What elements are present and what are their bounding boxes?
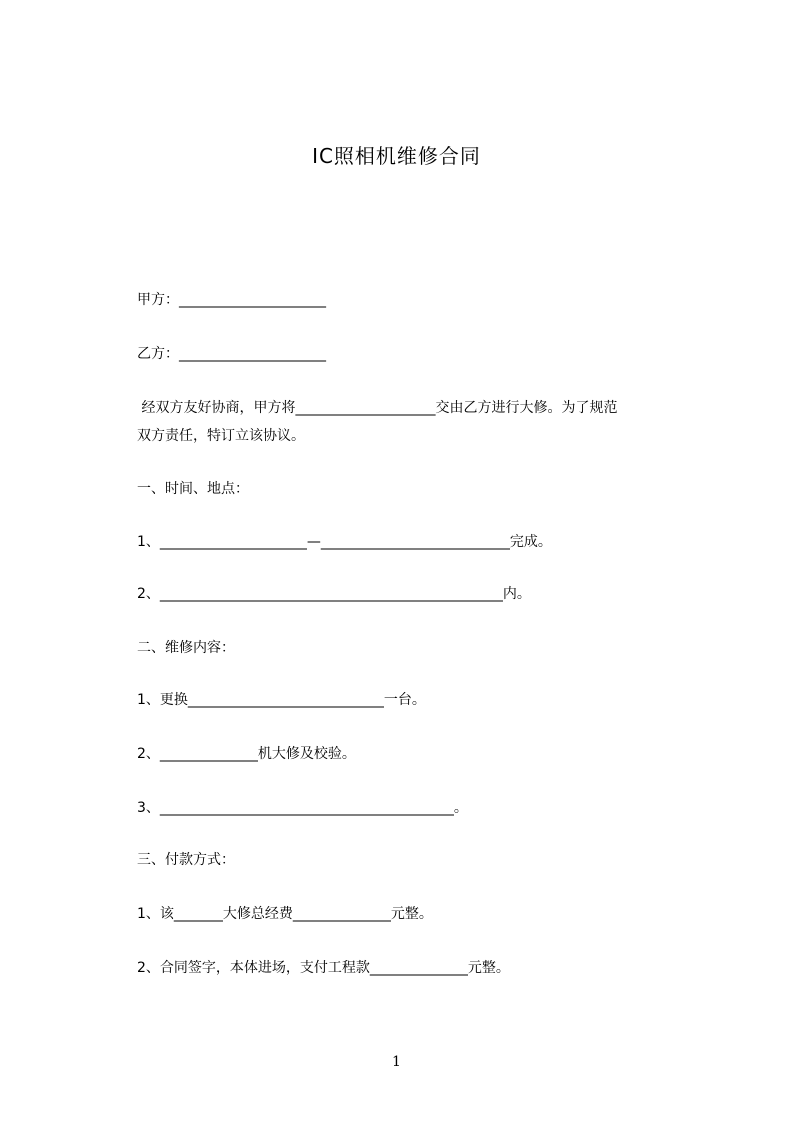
intro-line-2: 双方责任，特订立该协议。: [137, 428, 305, 444]
party-b-line: 乙方：_____________________: [137, 346, 326, 362]
section-2-item-2: 2、______________机大修及校验。: [137, 746, 356, 762]
section-2-item-3: 3、__________________________________________。: [137, 800, 468, 816]
section-3-item-1: 1、该_______大修总经费______________元整。: [137, 906, 433, 922]
intro-paragraph: [137, 394, 707, 450]
party-a-line: 甲方：_____________________: [137, 292, 326, 308]
section-2-heading: 二、维修内容：: [137, 640, 235, 656]
document-title: IC照相机维修合同: [312, 144, 481, 168]
section-1-heading: 一、时间、地点：: [137, 481, 249, 497]
page-number: 1: [392, 1054, 401, 1070]
section-1-item-1: 1、_____________________—___________________________完成。: [137, 534, 552, 550]
section-3-item-2: 2、合同签字，本体进场，支付工程款______________元整。: [137, 960, 510, 976]
intro-line-1: 经双方友好协商，甲方将____________________交由乙方进行大修。为了规范: [137, 400, 618, 416]
section-3-heading: 三、付款方式：: [137, 852, 235, 868]
section-1-item-2: 2、_________________________________________________内。: [137, 586, 531, 602]
section-2-item-1: 1、更换____________________________一台。: [137, 692, 426, 708]
